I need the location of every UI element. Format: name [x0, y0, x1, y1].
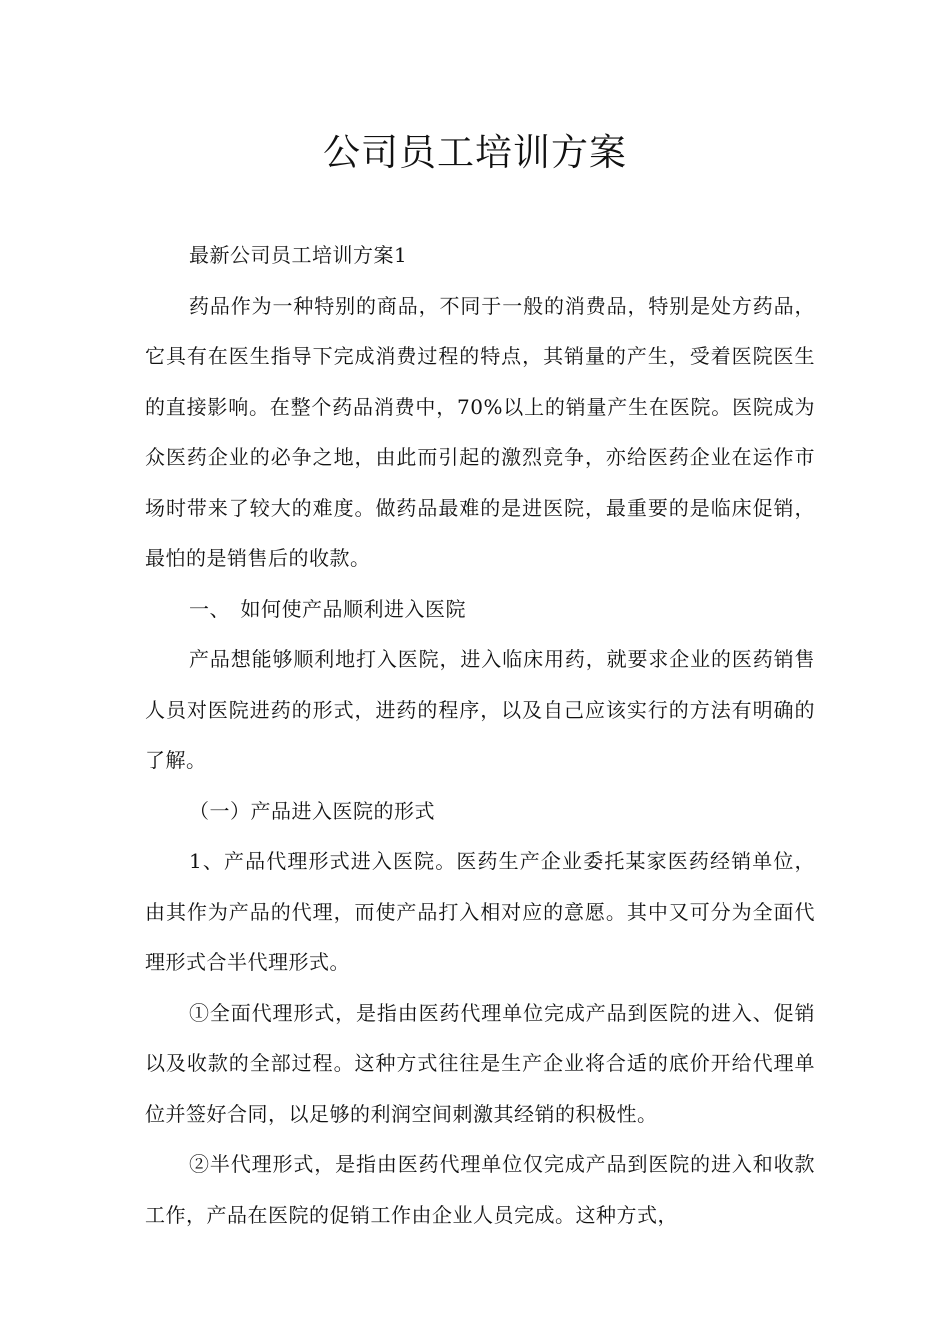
paragraph-subtitle: 最新公司员工培训方案1 [189, 243, 408, 267]
paragraph-intro: 药品作为一种特别的商品，不同于一般的消费品，特别是处方药品，它具有在医生指导下完成消费过程的特点，其销量的产生，受着医院医生的直接影响。在整个药品消费中，70%以上的销量产生在医院。医院成为众医药企业的必争之地，由此而引起的激烈竞争，亦给医药企业在运作市场时带来了较大的难度。做药品最难的是进医院，最重要的是临床促销，最怕的是销售后的收款。 [145, 293, 815, 570]
section-heading-1: 一、 如何使产品顺利进入医院 [189, 596, 466, 621]
paragraph-section-1: 产品想能够顺利地打入医院，进入临床用药，就要求企业的医药销售人员对医院进药的形式，进药的程序，以及自己应该实行的方法有明确的了解。 [145, 647, 815, 772]
paragraph-item-full-agency: ①全面代理形式，是指由医药代理单位完成产品到医院的进入、促销以及收款的全部过程。这种方式往往是生产企业将合适的底价开给代理单位并签好合同，以足够的利润空间刺激其经销的积极性。 [145, 1000, 815, 1126]
document-title: 公司员工培训方案 [323, 131, 627, 174]
document-body [145, 230, 815, 1240]
paragraph-item-half-agency: ②半代理形式，是指由医药代理单位仅完成产品到医院的进入和收款工作，产品在医院的促销工作由企业人员完成。这种方式， [145, 1152, 815, 1227]
paragraph-item-1: 1、产品代理形式进入医院。医药生产企业委托某家医药经销单位，由其作为产品的代理，而使产品打入相对应的意愿。其中又可分为全面代理形式合半代理形式。 [145, 849, 815, 974]
subsection-heading-1: （一）产品进入医院的形式 [189, 798, 435, 823]
